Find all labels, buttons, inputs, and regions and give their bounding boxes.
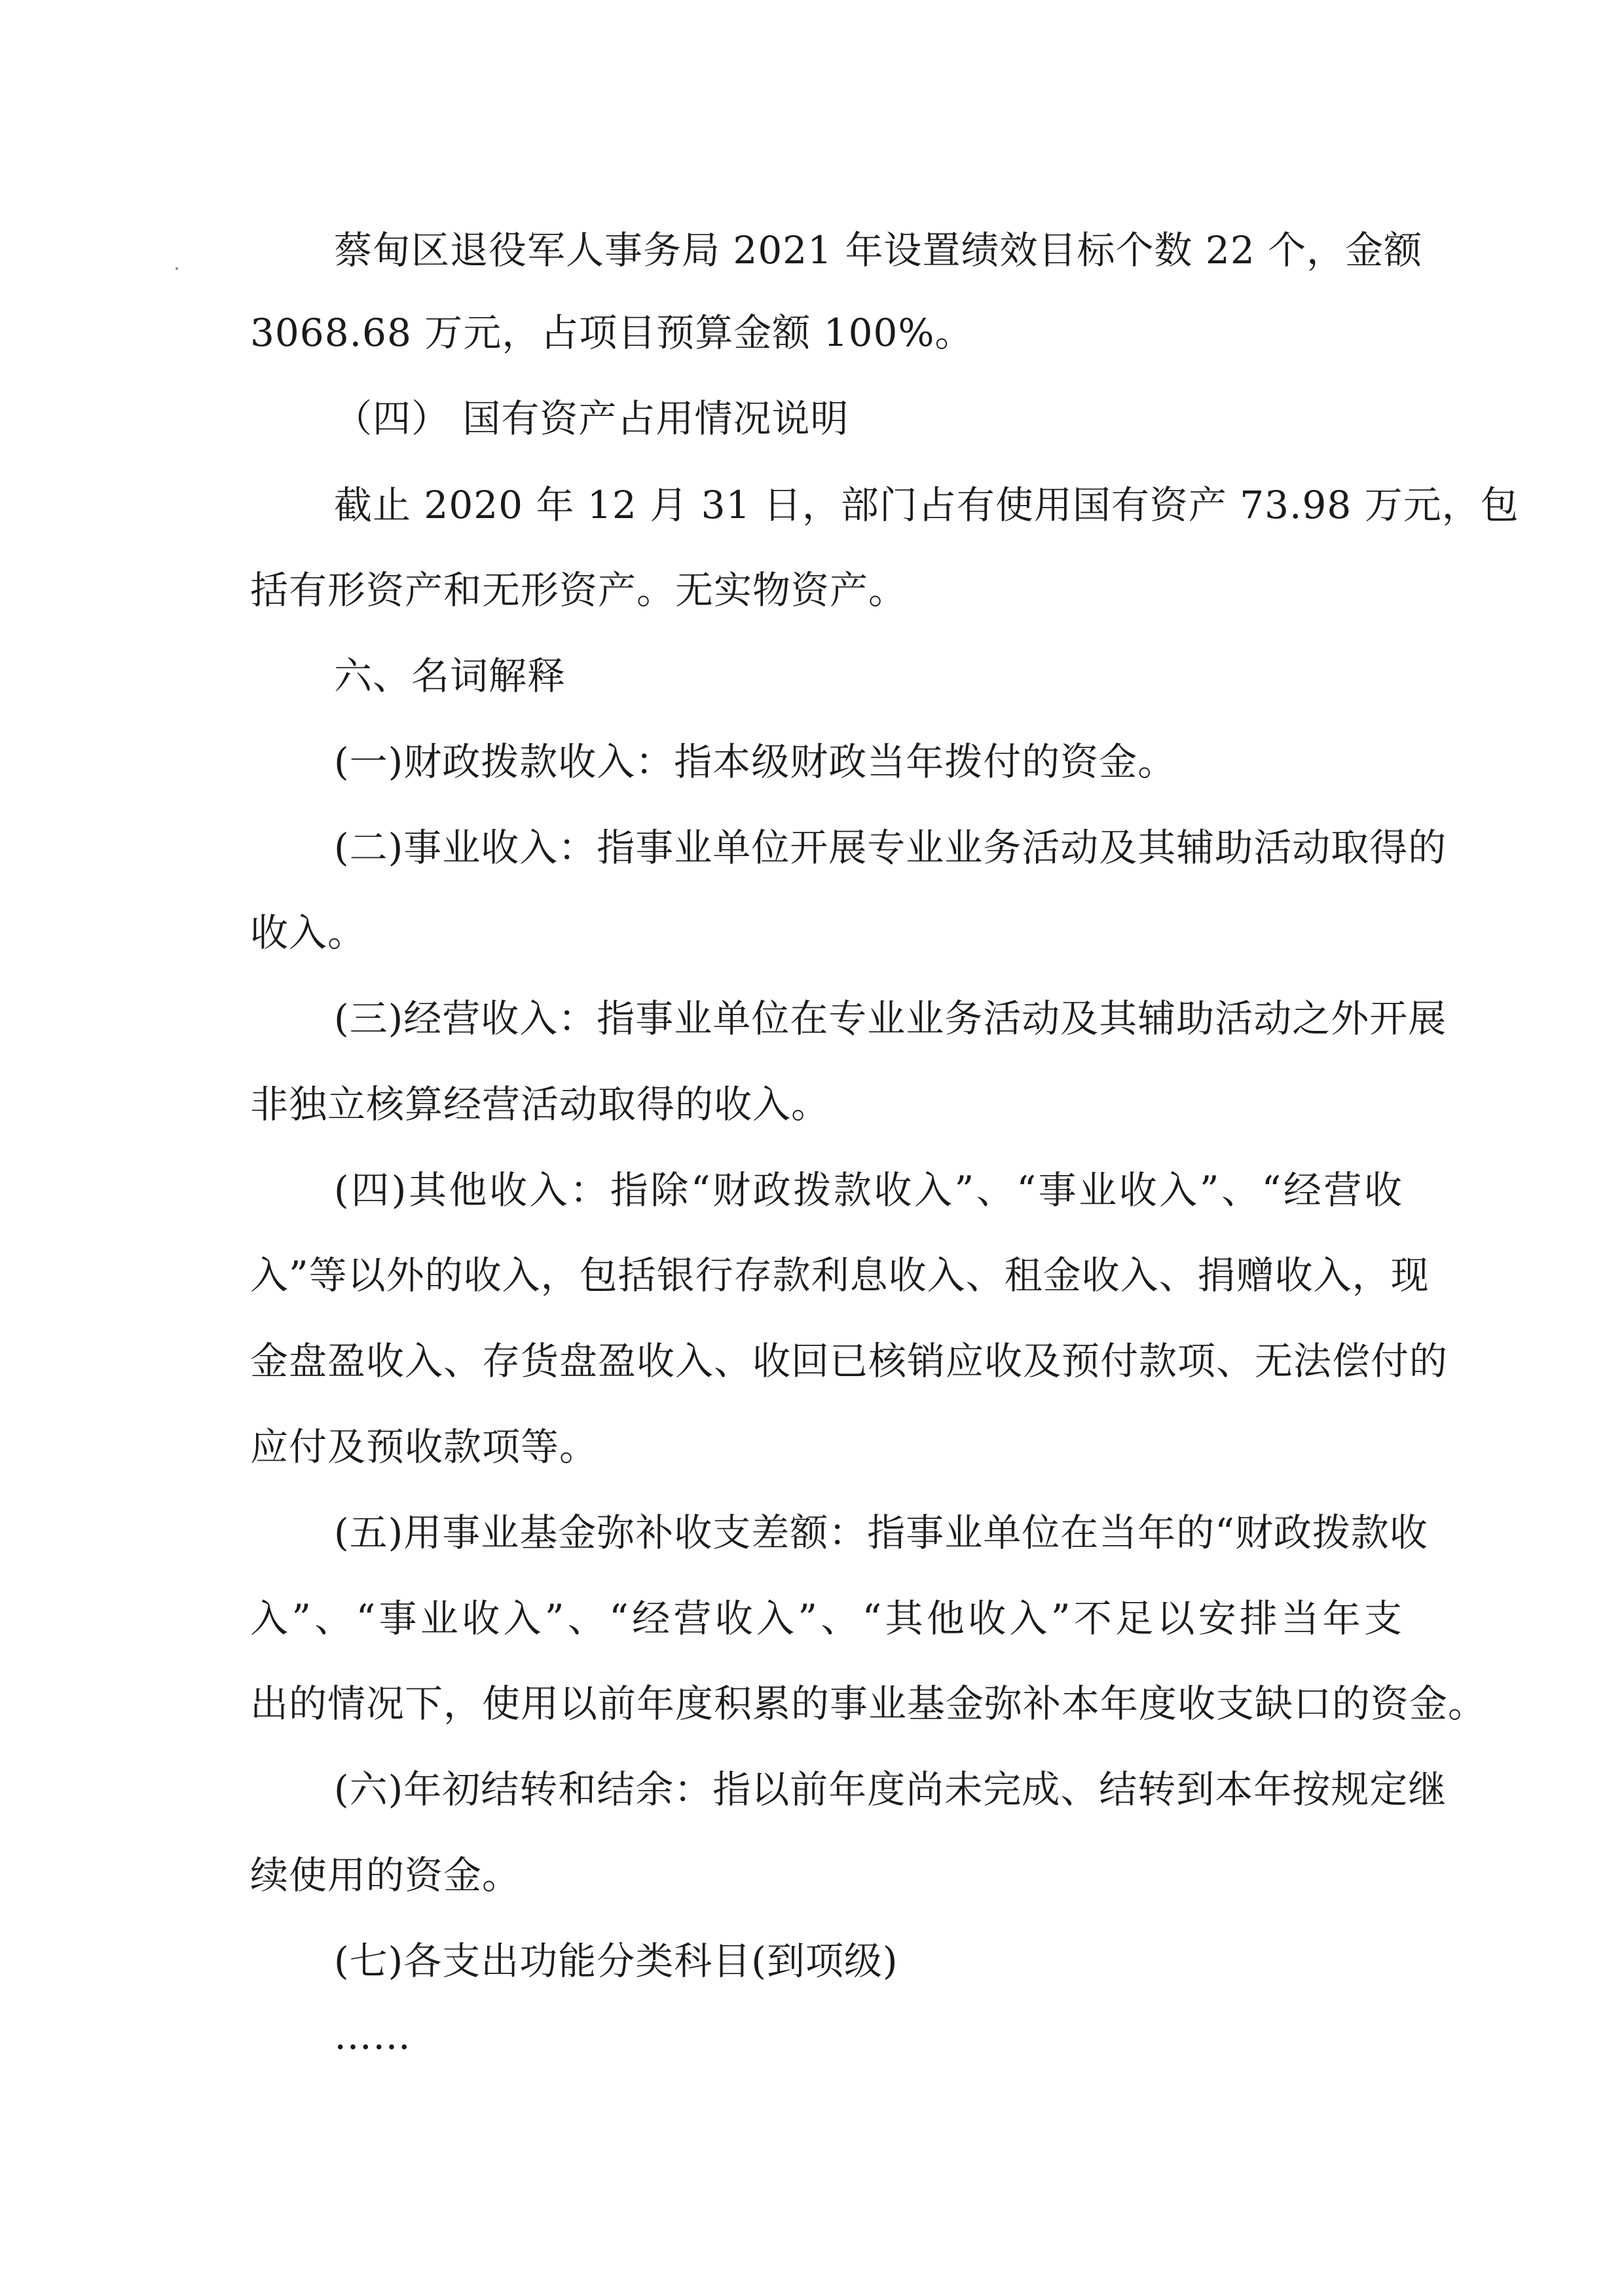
glossary-item-2-line-2: 收入。 [250, 910, 367, 955]
glossary-item-5-line-1: (五)用事业基金弥补收支差额：指事业单位在当年的“财政拨款收 [334, 1510, 1428, 1555]
glossary-item-3-line-1: (三)经营收入：指事业单位在专业业务活动及其辅助活动之外开展 [334, 996, 1447, 1041]
glossary-item-1: (一)财政拨款收入：指本级财政当年拨付的资金。 [334, 739, 1177, 784]
glossary-item-4-line-3: 金盘盈收入、存货盘盈收入、收回已核销应收及预付款项、无法偿付的 [250, 1339, 1449, 1383]
paragraph-performance-targets-line-1: 蔡甸区退役军人事务局 2021 年设置绩效目标个数 22 个，金额 [334, 228, 1423, 272]
section-heading-glossary: 六、名词解释 [334, 654, 566, 698]
glossary-item-4-line-4: 应付及预收款项等。 [250, 1425, 599, 1469]
glossary-item-7: (七)各支出功能分类科目(到项级) [334, 1939, 898, 1983]
section-heading-state-assets: （四） 国有资产占用情况说明 [334, 396, 849, 441]
paragraph-state-assets-line-2: 括有形资产和无形资产。无实物资产。 [250, 568, 908, 612]
glossary-item-6-line-1: (六)年初结转和结余：指以前年度尚未完成、结转到本年按规定继 [334, 1767, 1447, 1812]
glossary-item-5-line-3: 出的情况下，使用以前年度积累的事业基金弥补本年度收支缺口的资金。 [250, 1681, 1487, 1726]
glossary-item-2-line-1: (二)事业收入：指事业单位开展专业业务活动及其辅助活动取得的 [334, 825, 1447, 870]
glossary-item-3-line-2: 非独立核算经营活动取得的收入。 [250, 1082, 830, 1127]
glossary-item-5-line-2: 入”、“事业收入”、“经营收入”、“其他收入”不足以安排当年支 [250, 1596, 1403, 1641]
paragraph-state-assets-line-1: 截止 2020 年 12 月 31 日，部门占有使用国有资产 73.98 万元，包 [334, 483, 1519, 527]
scan-speck [175, 267, 178, 270]
glossary-item-4-line-2: 入”等以外的收入，包括银行存款利息收入、租金收入、捐赠收入，现 [250, 1253, 1430, 1297]
glossary-item-6-line-2: 续使用的资金。 [250, 1853, 521, 1897]
ellipsis: …… [334, 2013, 411, 2058]
paragraph-performance-targets-line-2: 3068.68 万元，占项目预算金额 100%。 [250, 310, 974, 355]
glossary-item-4-line-1: (四)其他收入：指除“财政拨款收入”、“事业收入”、“经营收 [334, 1168, 1403, 1212]
